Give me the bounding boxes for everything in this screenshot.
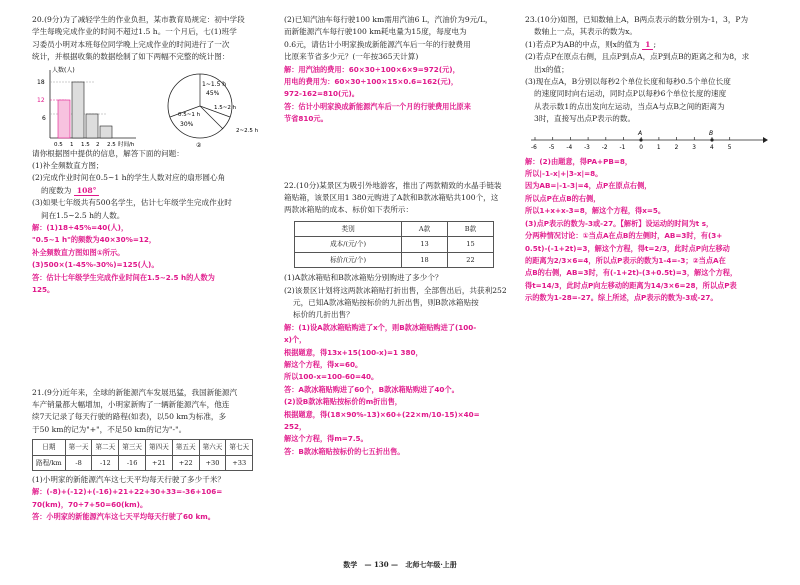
q20-stem-line: 学生每晚完成作业的时间不超过1.5 h。一个月后，七(1)班学 — [32, 27, 237, 37]
table-cell: -12 — [92, 455, 119, 470]
q22-answer-line: 252， — [284, 421, 307, 431]
q21b-stem-line: 0.6元，请估计小明家换成新能源汽车后一年的行驶费用 — [284, 39, 471, 49]
table-cell: 成本/(元/个) — [295, 237, 402, 252]
number-line-tick-label: -3 — [584, 144, 590, 151]
pie-tag: ② — [196, 141, 202, 148]
point-a — [639, 138, 642, 141]
table-header-cell: 第六天 — [199, 440, 226, 455]
q23-stem-line: 数轴上一点，其表示的数为x。 — [534, 27, 637, 37]
table-header-cell: 第四天 — [146, 440, 173, 455]
q23-answer-line: 分两种情况讨论：①当点A在点B的左侧时，AB=3时，有(3+ — [525, 231, 723, 241]
q22-answer-line: 解：(1)设A款冰箱贴购进了x个，则B款冰箱贴购进了(100- — [284, 322, 477, 332]
q21b-answer-line: 972-162=810(元)。 — [284, 89, 359, 99]
q23-q1-answer: 1 — [642, 40, 653, 50]
table-header-cell: 第二天 — [92, 440, 119, 455]
q23-answer-line: 得t=14/3，此时点P向左移动的距离为14/3×6=28，所以点P表 — [525, 280, 737, 290]
q22-answer-line: 所以100-x=100-60=40。 — [284, 372, 379, 382]
q20-prompt: 请你根据图中提供的信息，解答下面的问题： — [32, 148, 184, 158]
middle-column — [284, 14, 516, 458]
q20-stem-line: 统计，并根据收集的数据绘制了如下两幅不完整的统计图： — [32, 52, 230, 62]
number-line-tick-label: 3 — [692, 144, 697, 151]
q22-table — [294, 221, 494, 268]
table-header-cell: 第一天 — [65, 440, 92, 455]
footer-subject: 数学 — [343, 560, 358, 569]
q20-q2b: 的度数为 108° — [32, 185, 272, 197]
q22-q1: (1)A款冰箱贴和B款冰箱贴分别购进了多少个？ — [284, 273, 443, 283]
q20-q2: (2)完成作业时间在0.5~1 h的学生人数对应的扇形圆心角 — [32, 173, 226, 183]
q21-answer-line: 答：小明家的新能源汽车这七天平均每天行驶了60 km。 — [32, 512, 215, 522]
table-cell: +21 — [146, 455, 173, 470]
q21-answer-line: 70(km)，70÷7+50=60(km)。 — [32, 499, 148, 509]
histogram-ytick: 18 — [37, 78, 45, 86]
q21b-answer-line: 答：估计小明家换成新能源汽车后一个月的行驶费用比原来 — [284, 101, 471, 111]
q23-q3-line: 的速度同时向右运动，同时点P以每秒6个单位长度的速度 — [534, 89, 727, 99]
q21b-stem-line: (2)已知汽油车每行驶100 km需用汽油6 L，汽油价为9元/L， — [284, 15, 493, 24]
q20-answer-line: 解：(1)18÷45%=40(人)， — [32, 223, 129, 233]
number-line — [525, 128, 770, 154]
pie-label: 0.5~1 h — [178, 111, 201, 118]
histogram-bar — [100, 126, 112, 138]
q21-stem-line: 续7天记录了每天行驶的路程(如表)，以50 km为标准，多 — [32, 412, 227, 422]
number-line-tick-label: 4 — [710, 144, 714, 151]
histogram-bar — [58, 100, 70, 138]
pie-label: 30% — [180, 120, 194, 128]
histogram-xtick: 2 — [96, 141, 100, 148]
table-cell: 标价/(元/个) — [295, 252, 402, 267]
pie-label: 45% — [206, 89, 220, 97]
table-cell: +30 — [199, 455, 226, 470]
pie-chart — [150, 64, 270, 148]
q22-answer-line: 解这个方程，得x=60。 — [284, 359, 363, 369]
q23-q2-line: 出x的值； — [534, 64, 569, 74]
q22-q2-line: 标价的几折出售？ — [293, 310, 354, 320]
number-line-tick-label: 0 — [639, 144, 643, 151]
q23-answer-line: 所以1+x+x-3=8，解这个方程，得x=5。 — [525, 206, 666, 216]
number-line-tick-label: -4 — [566, 144, 573, 151]
table-cell: -8 — [65, 455, 92, 470]
q22-answer-line: 根据题意，得(18×90%-13)×60+(22×m/10-15)×40= — [284, 409, 480, 419]
q21b-answer-line: 节省810元。 — [284, 114, 328, 124]
table-header-cell: 日期 — [33, 440, 66, 455]
q23-answer-line: 因为AB=|-1-3|=4，点P在原点右侧， — [525, 181, 652, 191]
histogram-xtick: 1 — [70, 141, 74, 148]
point-b-label: B — [709, 129, 714, 137]
pie-label: 1~1.5 h — [202, 80, 227, 88]
table-cell: 15 — [447, 237, 493, 252]
q22-answer-line: (2)设B款冰箱贴按标价的m折出售， — [284, 397, 402, 407]
q23-answer-line: 点B的右侧，AB=3时，有(-1+2t)-(3+0.5t)=3，解这个方程， — [525, 268, 738, 278]
q21b-stem-line: 比原来节省多少元？(一年按365天计算) — [284, 52, 419, 62]
table-header-cell: 第七天 — [226, 440, 253, 455]
table-header-cell: 类别 — [295, 221, 402, 236]
q21b-stem-line: 而新能源汽车每行驶100 km耗电量为15度，每度电为 — [284, 27, 467, 37]
number-line-tick-label: 5 — [727, 144, 732, 151]
q21-stem-line: 于50 km的记为"+"，不足50 km的记为"-"。 — [32, 424, 187, 434]
q23-q2-line: (2)若点P在原点右侧，且点P到点A，点P到点B的距离之和为8，求 — [525, 52, 750, 62]
q20-q3: (3)如果七年级共有500名学生，估计七年级学生完成作业时 — [32, 198, 232, 208]
pie-label: 1.5~2 h — [214, 104, 237, 111]
point-a-label: A — [638, 129, 643, 137]
q21b-answer-line: 用电的费用为：60×30÷100×15×0.6=162(元)， — [284, 77, 459, 87]
number-line-tick-label: -6 — [531, 144, 537, 151]
q21-answer-line: 解：(-8)+(-12)+(-16)+21+22+30+33=-36+106= — [32, 487, 223, 497]
q22-answer-line: 答：B款冰箱贴按标价的七五折出售。 — [284, 446, 405, 456]
table-header-cell: 第五天 — [172, 440, 199, 455]
footer-edition: 北师七年级·上册 — [405, 560, 457, 569]
q22-stem-line: 箱贴箱，该景区用1 380元购进了A款和B款冰箱贴共100个，这 — [284, 193, 499, 203]
q20-q1: (1)补全频数直方图； — [32, 161, 104, 171]
table-header-cell: A款 — [402, 221, 448, 236]
q23-answer-line: 的距离为2/3×6=4，所以点P表示的数为1-4=-3；②当点A在 — [525, 255, 726, 265]
table-cell: 13 — [402, 237, 448, 252]
histogram-ylabel: 人数(人) — [52, 66, 75, 74]
q23-q3-line: (3)现在点A，B分别以每秒2个单位长度和每秒0.5个单位长度 — [525, 77, 731, 87]
left-column — [32, 14, 272, 524]
q23-answer-line: 解：(2)由题意，得PA+PB=8， — [525, 156, 633, 166]
histogram-xlabel: 时间/h — [118, 141, 135, 148]
q21-stem-line: 21.(9分)近年来，全球的新能源汽车发展迅猛，我国新能源汽 — [32, 387, 238, 397]
q23-answer-line: 所以点P在点B的右侧， — [525, 193, 601, 203]
pie-label: 2~2.5 h — [236, 127, 259, 134]
q22-answer-line: 根据题意，得13x+15(100-x)=1 380， — [284, 347, 423, 357]
q23-q3-line: 3时，直接写出点P表示的数。 — [534, 114, 636, 124]
q22-q2-line: 元，已知A款冰箱贴按标价的九折出售，则B款冰箱贴按 — [293, 297, 479, 307]
histogram-xtick: 0.5 — [54, 141, 63, 148]
table-header-cell: B款 — [447, 221, 493, 236]
page-number: — 130 — — [364, 560, 399, 569]
q22-q2-line: (2)该景区计划将这两款冰箱贴打折出售，全部售出后，共获利252 — [284, 285, 507, 295]
q21-stem-line: 车产销量都大幅增加，小明家新购了一辆新能源汽车，他连 — [32, 399, 230, 409]
table-cell: 路程/km — [33, 455, 66, 470]
q20-answer-line: 答：估计七年级学生完成作业时间在1.5~2.5 h的人数为 — [32, 272, 215, 282]
histogram-ytick: 6 — [42, 114, 46, 122]
q20-figures — [32, 64, 272, 148]
table-cell: +22 — [172, 455, 199, 470]
q21-q1: (1)小明家的新能源汽车这七天平均每天行驶了多少千米？ — [32, 474, 226, 484]
q21-table — [32, 439, 253, 471]
q23-answer-line: 所以|-1-x|+|3-x|=8。 — [525, 169, 603, 179]
page-footer — [0, 560, 800, 570]
table-header-cell: 第三天 — [119, 440, 146, 455]
table-cell: 22 — [447, 252, 493, 267]
number-line-tick-label: -2 — [601, 144, 608, 151]
q22-stem-line: 22.(10分)某景区为吸引外地游客，推出了两款精致的水晶手链装 — [284, 180, 502, 190]
q20-stem-line: 习委员小明对本班每位同学晚上完成作业的时间进行了一次 — [32, 39, 230, 49]
q23-answer-line: 0.5t)-(-1+2t)=3，解这个方程，得t=2/3，此时点P向左移动 — [525, 243, 730, 253]
q21b-answer-line: 解：用汽油的费用：60×30÷100×6×9=972(元)， — [284, 64, 460, 74]
point-b — [710, 138, 713, 141]
number-line-tick-label: -1 — [619, 144, 626, 151]
q20-answer-line: "0.5~1 h"的频数为40×30%=12， — [32, 235, 157, 245]
number-line-tick-label: -5 — [548, 144, 555, 151]
q20-answer-line: 125。 — [32, 285, 55, 295]
q20-answer-line: (3)500×(1-45%-30%)=125(人)。 — [32, 260, 159, 270]
q22-stem-line: 两款冰箱贴的成本、标价如下表所示： — [284, 205, 414, 215]
number-line-tick-label: 2 — [674, 144, 679, 151]
histogram-xtick: 2.5 — [107, 141, 116, 148]
q20-q3b: 间在1.5~2.5 h的人数。 — [41, 210, 125, 220]
histogram-bar — [86, 114, 98, 138]
q23-q1: (1)若点P为AB的中点，则x的值为 1 ; — [525, 39, 657, 49]
table-cell: 18 — [402, 252, 448, 267]
histogram-ytick: 12 — [37, 96, 45, 104]
q22-answer-line: 答：A款冰箱贴购进了60个，B款冰箱贴购进了40个。 — [284, 384, 459, 394]
q22-answer-line: 解这个方程，得m=7.5。 — [284, 434, 368, 444]
number-line-tick-label: 1 — [656, 144, 661, 151]
histogram-bar — [72, 82, 84, 138]
q20-q2-answer: 108° — [74, 186, 100, 196]
q22-answer-line: x)个， — [284, 335, 307, 345]
right-column — [525, 14, 775, 305]
q23-stem-line: 23.(10分)如图，已知数轴上A，B两点表示的数分别为-1，3，P为 — [525, 15, 749, 24]
histogram-xtick: 1.5 — [81, 141, 90, 148]
table-cell: +33 — [226, 455, 253, 470]
q23-answer-line: (3)点P表示的数为-3或-27。【解析】设运动的时间为t s， — [525, 218, 714, 228]
q23-q3-line: 从表示数1的点出发向左运动，当点A与点B之间的距离为 — [534, 101, 725, 111]
q20-answer-line: 补全频数直方图如图①所示。 — [32, 247, 125, 257]
q23-answer-line: 示的数为1-28=-27。综上所述，点P表示的数为-3或-27。 — [525, 293, 718, 303]
q20-stem-line: 20.(9分)为了减轻学生的作业负担，某市教育局规定：初中学段 — [32, 15, 245, 24]
table-cell: -16 — [119, 455, 146, 470]
histogram-chart — [32, 64, 142, 148]
